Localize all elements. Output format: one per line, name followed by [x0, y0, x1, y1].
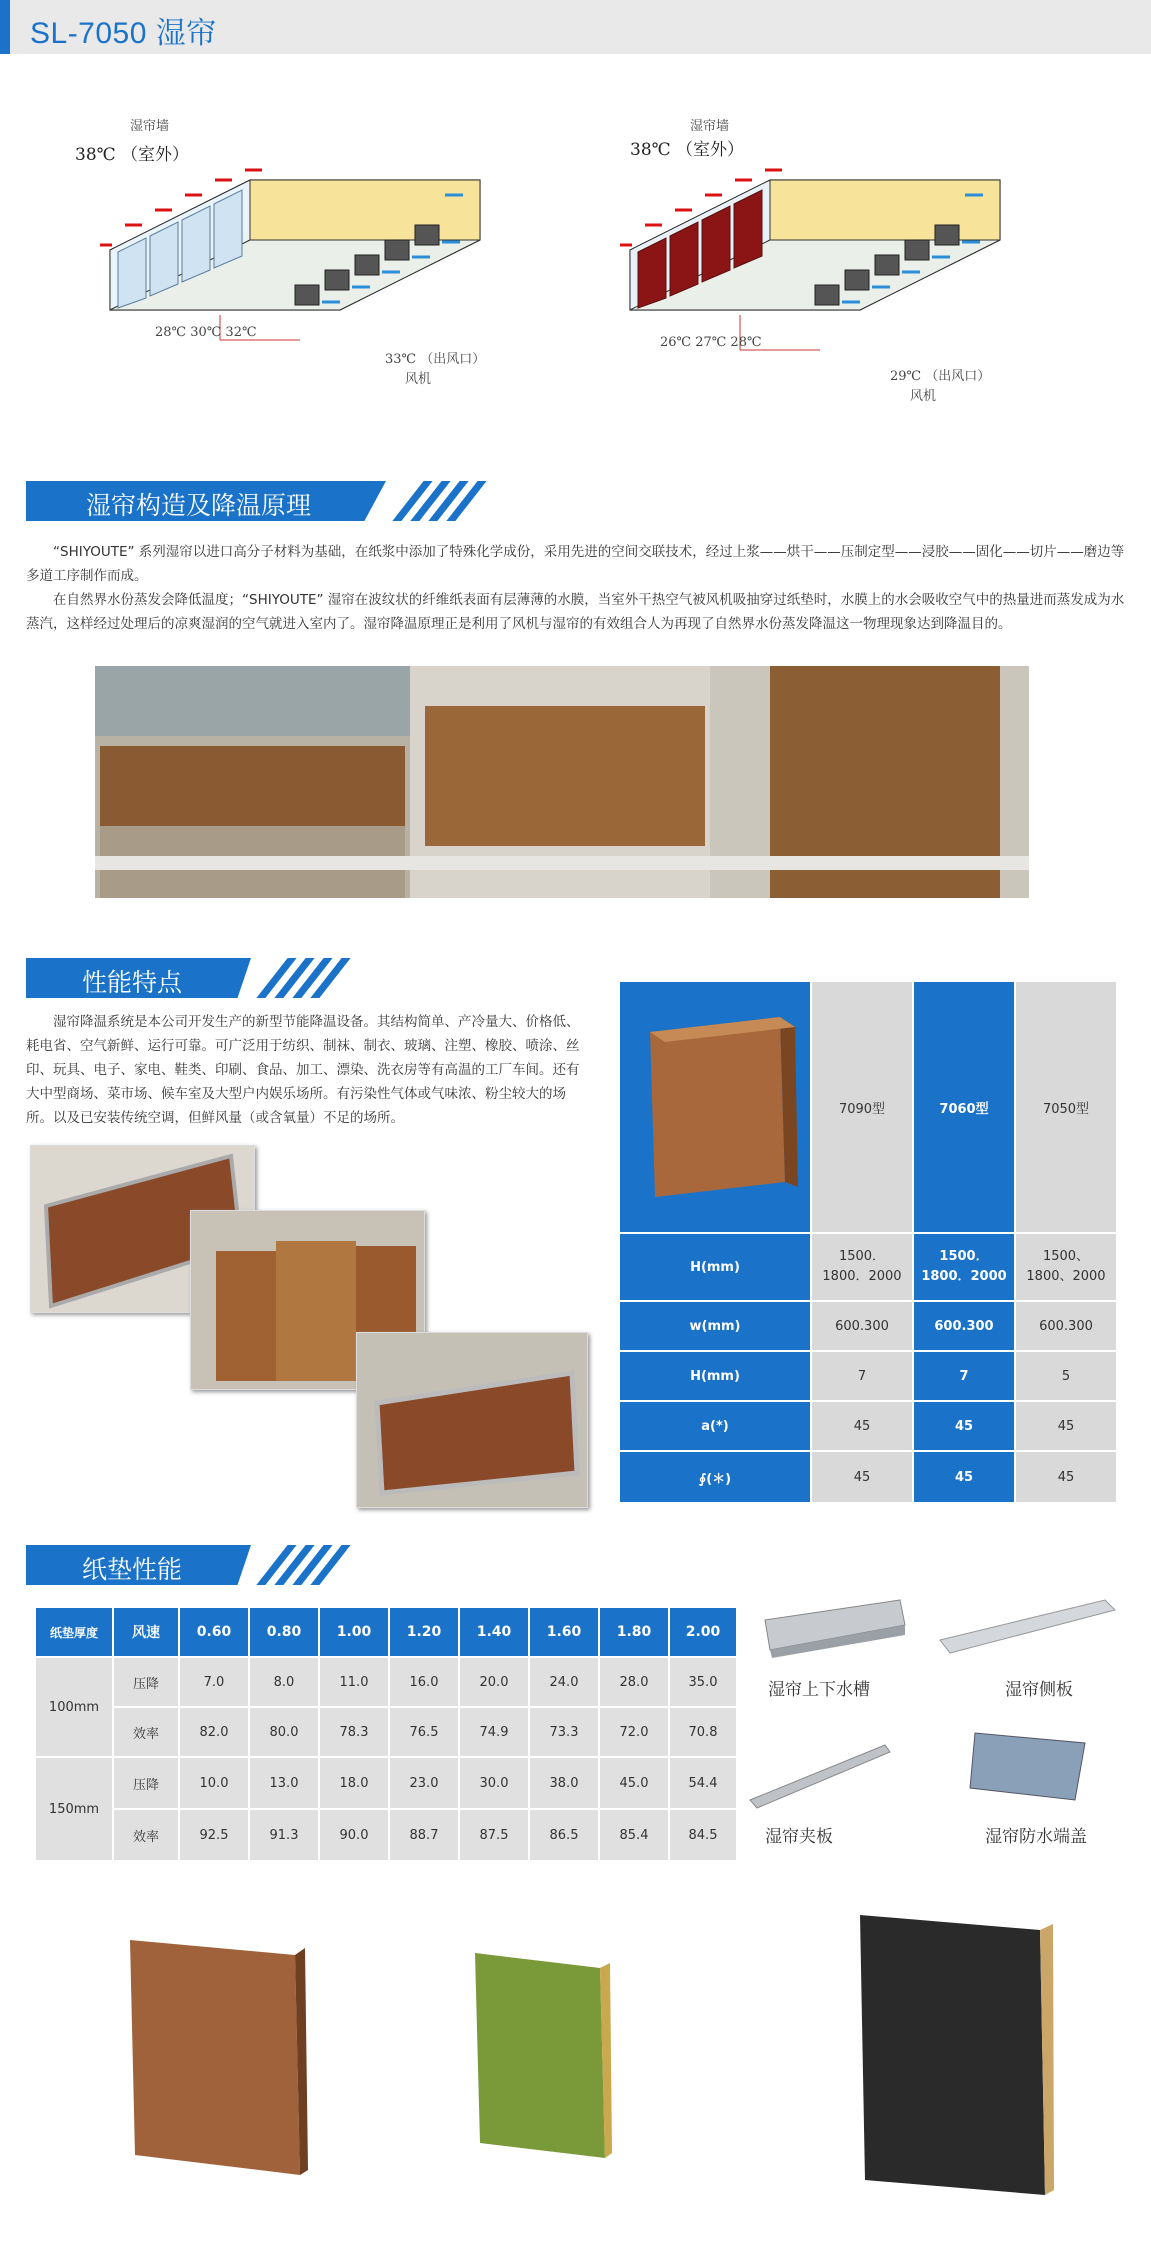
spec-cell: 5 — [1016, 1352, 1116, 1400]
table-cell: 8.0 — [250, 1658, 318, 1706]
table-corner: 纸垫厚度 — [36, 1608, 112, 1656]
pad-green-image — [470, 1948, 615, 2163]
table-cell: 35.0 — [670, 1658, 736, 1706]
table-cell: 20.0 — [460, 1658, 528, 1706]
side-panel-image — [935, 1595, 1120, 1655]
accessory-label-end-cap: 湿帘防水端盖 — [985, 1827, 1087, 1847]
thickness-cell: 150mm — [36, 1758, 112, 1860]
section-title: 性能特点 — [82, 968, 183, 997]
spec-model-7060: 7060型 — [914, 982, 1014, 1232]
section-header-performance — [26, 1545, 346, 1585]
table-cell: 72.0 — [600, 1708, 668, 1756]
fan-label: 风机 — [910, 389, 937, 404]
spec-row-label: H(mm) — [620, 1234, 810, 1300]
outlet-temp: 33℃ （出风口） — [385, 352, 486, 367]
speed-header: 1.20 — [390, 1608, 458, 1656]
spec-cell: 1500．1800．2000 — [812, 1234, 912, 1300]
table-cell: 7.0 — [180, 1658, 248, 1706]
product-photo-3 — [356, 1332, 588, 1508]
spec-cell: 1500、1800、2000 — [1016, 1234, 1116, 1300]
spec-cell: 600.300 — [914, 1302, 1014, 1350]
section-title: 湿帘构造及降温原理 — [86, 491, 312, 520]
outdoor-temp: 38℃ （室外） — [630, 140, 745, 160]
title-bar — [0, 0, 1151, 54]
spec-cell: 45 — [812, 1402, 912, 1450]
speed-label: 风速 — [114, 1608, 178, 1656]
row-label: 压降 — [114, 1758, 178, 1808]
page-title: SL-7050 湿帘 — [30, 17, 217, 50]
table-cell: 85.4 — [600, 1810, 668, 1860]
table-cell: 88.7 — [390, 1810, 458, 1860]
cooling-diagram-1 — [75, 119, 520, 400]
end-cap-image — [965, 1728, 1090, 1806]
outlet-temp: 29℃ （出风口） — [890, 369, 991, 384]
spec-model-7090: 7090型 — [812, 982, 912, 1232]
table-cell: 82.0 — [180, 1708, 248, 1756]
spec-cell: 7 — [914, 1352, 1014, 1400]
section-header-features — [26, 958, 346, 998]
table-cell: 38.0 — [530, 1758, 598, 1808]
table-cell: 28.0 — [600, 1658, 668, 1706]
pad-product-image — [630, 1007, 800, 1207]
table-cell: 74.9 — [460, 1708, 528, 1756]
inside-temps: 28℃ 30℃ 32℃ — [155, 325, 257, 340]
table-cell: 78.3 — [320, 1708, 388, 1756]
table-cell: 87.5 — [460, 1810, 528, 1860]
table-cell: 10.0 — [180, 1758, 248, 1808]
cooling-diagram-2 — [620, 119, 1040, 404]
installation-photo — [95, 666, 1029, 898]
speed-header: 1.40 — [460, 1608, 528, 1656]
table-cell: 76.5 — [390, 1708, 458, 1756]
principle-paragraph-1: “SHIYOUTE” 系列湿帘以进口高分子材料为基础，在纸浆中添加了特殊化学成份，采用先进的空间交联技术，经过上浆——烘干——压制定型——浸胶——固化——切片——磨边等多道工序制作而成。 — [26, 544, 1125, 584]
speed-header: 1.60 — [530, 1608, 598, 1656]
accessory-label-side-panel: 湿帘侧板 — [1005, 1680, 1073, 1700]
row-label: 压降 — [114, 1658, 178, 1706]
spec-cell: 45 — [812, 1452, 912, 1502]
row-label: 效率 — [114, 1810, 178, 1860]
spec-cell: 7 — [812, 1352, 912, 1400]
water-trough-image — [760, 1595, 910, 1660]
table-cell: 30.0 — [460, 1758, 528, 1808]
table-cell: 54.4 — [670, 1758, 736, 1808]
speed-header: 2.00 — [670, 1608, 736, 1656]
table-cell: 80.0 — [250, 1708, 318, 1756]
spec-cell: 600.300 — [812, 1302, 912, 1350]
spec-row-label: w(mm) — [620, 1302, 810, 1350]
title-accent — [0, 0, 10, 54]
speed-header: 0.60 — [180, 1608, 248, 1656]
table-cell: 90.0 — [320, 1810, 388, 1860]
spec-cell: 1500．1800．2000 — [914, 1234, 1014, 1300]
wall-label: 湿帘墙 — [690, 119, 730, 134]
spec-row-label: a(*) — [620, 1402, 810, 1450]
table-cell: 13.0 — [250, 1758, 318, 1808]
performance-table — [36, 1608, 736, 1860]
section-header-principle — [26, 481, 486, 521]
speed-header: 1.80 — [600, 1608, 668, 1656]
spec-model-7050: 7050型 — [1016, 982, 1116, 1232]
fan-label: 风机 — [405, 372, 432, 387]
installation-photo-illustration — [95, 666, 1029, 898]
outdoor-temp: 38℃ （室外） — [75, 145, 190, 165]
pad-black-image — [855, 1910, 1055, 2200]
section-title: 纸垫性能 — [82, 1555, 183, 1584]
accessory-label-clamp: 湿帘夹板 — [765, 1827, 833, 1847]
clamp-plate-image — [745, 1740, 895, 1810]
spec-cell: 45 — [1016, 1452, 1116, 1502]
spec-row-label: H(mm) — [620, 1352, 810, 1400]
speed-header: 1.00 — [320, 1608, 388, 1656]
principle-paragraph-2: 在自然界水份蒸发会降低温度；“SHIYOUTE” 湿帘在波纹状的纤维纸表面有层薄薄的水膜，当室外干热空气被风机吸抽穿过纸垫时，水膜上的水会吸收空气中的热量进而蒸发成为水蒸汽，这样经过处理后的凉爽湿润的空气就进入室内了。湿帘降温原理正是利用了风机与湿帘的有效组合人为再现了自然界水份蒸发降温这一物理现象达到降温目的。 — [26, 592, 1125, 632]
table-cell: 18.0 — [320, 1758, 388, 1808]
spec-image-cell — [620, 982, 810, 1232]
table-cell: 91.3 — [250, 1810, 318, 1860]
table-cell: 70.8 — [670, 1708, 736, 1756]
table-cell: 16.0 — [390, 1658, 458, 1706]
spec-table — [620, 982, 1116, 1502]
spec-cell: 45 — [914, 1452, 1014, 1502]
spec-cell: 45 — [1016, 1402, 1116, 1450]
wall-label: 湿帘墙 — [130, 119, 170, 134]
table-cell: 24.0 — [530, 1658, 598, 1706]
table-cell: 86.5 — [530, 1810, 598, 1860]
table-cell: 11.0 — [320, 1658, 388, 1706]
table-cell: 84.5 — [670, 1810, 736, 1860]
greenhouse-diagram-illustration — [620, 150, 1040, 400]
thickness-cell: 100mm — [36, 1658, 112, 1756]
features-paragraph: 湿帘降温系统是本公司开发生产的新型节能降温设备。其结构简单、产冷量大、价格低、耗电省、空气新鲜、运行可靠。可广泛用于纺织、制袜、制衣、玻璃、注塑、橡胶、喷涂、丝印、玩具、电子、家电、鞋类、印刷、食品、加工、漂染、洗衣房等有高温的工厂车间。还有大中型商场、菜市场、候车室及大型户内娱乐场所。有污染性气体或气味浓、粉尘较大的场所。以及已安装传统空调，但鲜风量（或含氧量）不足的场所。 — [26, 1014, 580, 1126]
pad-brown-image — [120, 1930, 310, 2180]
spec-cell: 600.300 — [1016, 1302, 1116, 1350]
table-cell: 45.0 — [600, 1758, 668, 1808]
spec-cell: 45 — [914, 1402, 1014, 1450]
row-label: 效率 — [114, 1708, 178, 1756]
table-cell: 92.5 — [180, 1810, 248, 1860]
table-cell: 73.3 — [530, 1708, 598, 1756]
speed-header: 0.80 — [250, 1608, 318, 1656]
spec-row-label: ∮(＊) — [620, 1452, 810, 1502]
accessory-label-trough: 湿帘上下水槽 — [768, 1680, 870, 1700]
table-cell: 23.0 — [390, 1758, 458, 1808]
inside-temps: 26℃ 27℃ 28℃ — [660, 335, 762, 350]
